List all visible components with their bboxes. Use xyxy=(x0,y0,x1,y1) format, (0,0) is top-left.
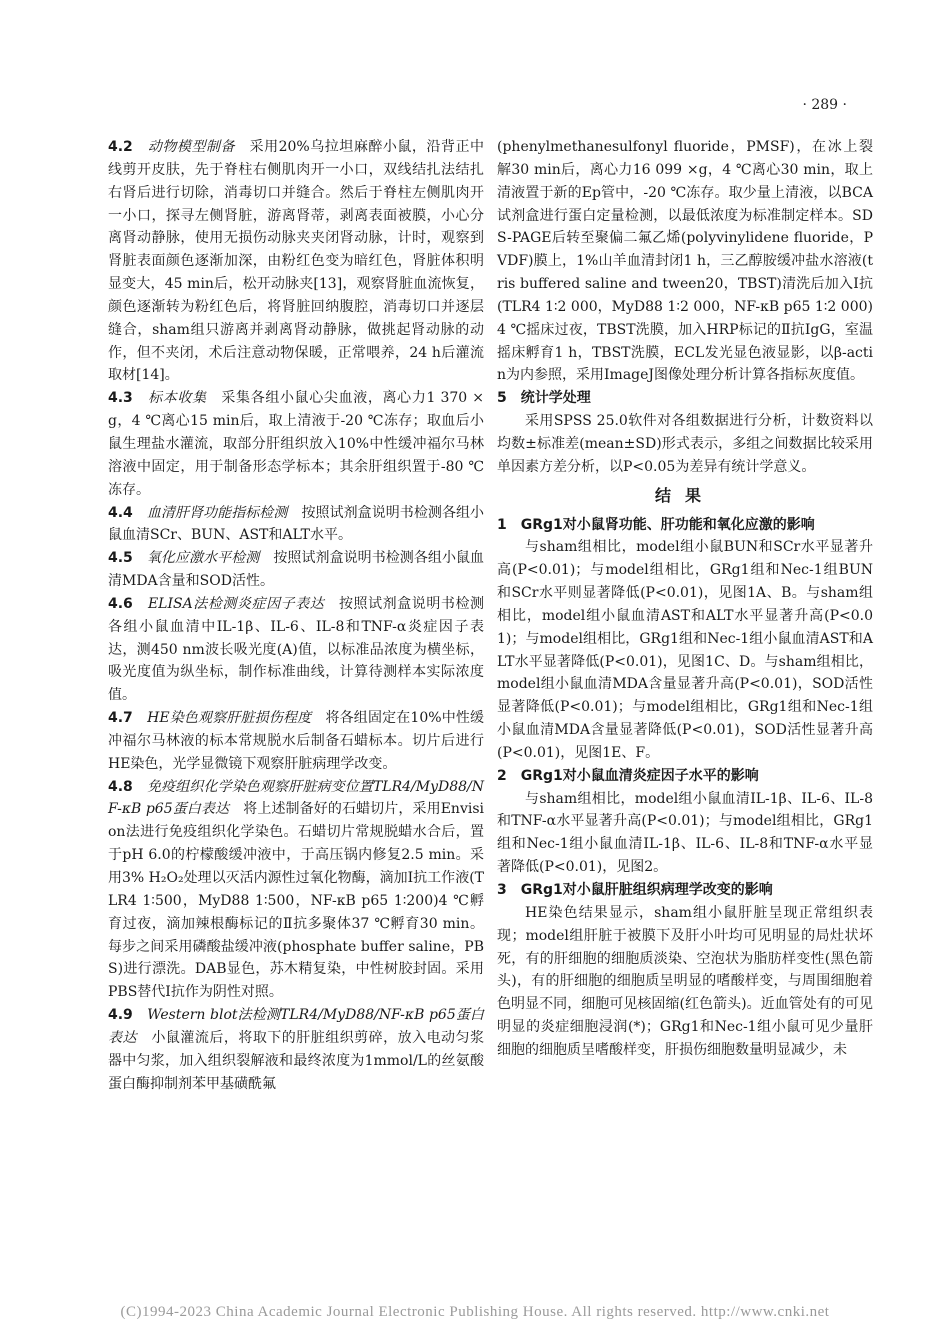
section-heading-statistics: 5 统计学处理 xyxy=(497,390,591,407)
paragraph-statistics: 采用SPSS 25.0软件对各组数据进行分析，计数资料以均数±标准差(mean±SD)形式表示，多组之间数据比较采用单因素方差分析，以P<0.05为差异有统计学意义。 xyxy=(497,413,873,475)
left-column xyxy=(108,136,484,1095)
subsection-4-2: 4.2 动物模型制备 采用20%乌拉坦麻醉小鼠，沿背正中线剪开皮肤，先于脊柱右侧肌肉开一小口，双线结扎法结扎右肾后进行切除，消毒切口并缝合。然后于脊柱左侧肌肉开一小口，探寻左侧肾脏，游离肾蒂，剥离表面被膜，小心分离肾动静脉，使用无损伤动脉夹夹闭肾动脉，计时，观察到肾脏表面颜色逐渐加深，由粉红色变为暗红色，肾脏体积明显变大，45 min后，松开动脉夹[13]，观察肾脏血流恢复，颜色逐渐转为粉红色后，将肾脏回纳腹腔，消毒切口并逐层缝合，sham组只游离并剥离肾动静脉，做挑起肾动脉的动作，但不夹闭，术后注意动物保暖，正常喂养，24 h后灌流取材[14]。 xyxy=(108,139,485,384)
section-heading-results-1: 1 GRg1对小鼠肾功能、肝功能和氧化应激的影响 xyxy=(497,516,815,533)
subsection-4-4: 4.4 血清肝肾功能指标检测 按照试剂盒说明书检测各组小鼠血清SCr、BUN、AST和ALT水平。 xyxy=(108,504,485,544)
paragraph-results-1: 与sham组相比，model组小鼠BUN和SCr水平显著升高(P<0.01)；与model组相比，GRg1组和Nec-1组BUN和SCr水平则显著降低(P<0.01)，见图1A、B。与sham组相比，model组小鼠血清AST和ALT水平显著升高(P<0.01)；与model组相比，GRg1组和Nec-1组小鼠血清AST和ALT水平显著降低(P<0.01)，见图1C、D。与sham组相比，model组小鼠血清MDA含量显著升高(P<0.01)，SOD活性显著降低(P<0.01)；与model组相比，GRg1组和Nec-1组小鼠血清MDA含量显著降低(P<0.01)，SOD活性显著升高(P<0.01)，见图1E、F。 xyxy=(497,539,873,761)
subsection-4-3: 4.3 标本收集 采集各组小鼠心尖血液，离心力1 370 ×g，4 ℃离心15 min后，取上清液于-20 ℃冻存；取血后小鼠生理盐水灌流，取部分肝组织放入10%中性缓冲福尔马林溶液中固定，用于制备形态学标本；其余肝组织置于-80 ℃冻存。 xyxy=(108,390,485,498)
subsection-4-9: 4.9 Western blot法检测TLR4/MyD88/NF-κB p65蛋白表达 小鼠灌流后，将取下的肝脏组织剪碎，放入电动匀浆器中匀浆，加入组织裂解液和最终浓度为1mmol/L的丝氨酸蛋白酶抑制剂苯甲基磺酰氟 xyxy=(108,1007,485,1092)
paragraph-results-3: HE染色结果显示，sham组小鼠肝脏呈现正常组织表现；model组肝脏于被膜下及肝小叶均可见明显的局灶状坏死，有的肝细胞的细胞质淡染、空泡状为脂肪样变性(黑色箭头)，有的肝细胞的细胞质呈明显的嗜酸样变，与周围细胞着色明显不同，细胞可见核固缩(红色箭头)。近血管处有的可见明显的炎症细胞浸润(*)；GRg1和Nec-1组小鼠可见少量肝细胞的细胞质呈嗜酸样变，肝损伤细胞数量明显减少，未 xyxy=(497,904,873,1058)
section-heading-results-2: 2 GRg1对小鼠血清炎症因子水平的影响 xyxy=(497,767,759,784)
paragraph-pmsf: (phenylmethanesulfonyl fluoride，PMSF)，在冰上裂解30 min后，离心力16 099 ×g，4 ℃离心30 min，取上清液置于新的Ep管中，-20 ℃冻存。取少量上清液，以BCA试剂盒进行蛋白定量检测，以最低浓度为标准制定样本。SDS-PAGE后转至聚偏二氟乙烯(polyvinylidene fluoride，PVDF)膜上，1%山羊血清封闭1 h，三乙醇胺缓冲盐水溶液(tris buffered saline and tween20，TBST)清洗后加入Ⅰ抗(TLR4 1∶2 000，MyD88 1∶2 000，NF-κB p65 1∶2 000)4 ℃摇床过夜，TBST洗膜，加入HRP标记的Ⅱ抗IgG，室温摇床孵育1 h，TBST洗膜，ECL发光显色液显影，以β-actin为内参照，采用ImageJ图像处理分析计算各指标灰度值。 xyxy=(497,139,873,384)
page-number: · 289 · xyxy=(802,97,847,113)
subsection-4-7: 4.7 HE染色观察肝脏损伤程度 将各组固定在10%中性缓冲福尔马林液的标本常规脱水后制备石蜡标本。切片后进行HE染色，光学显微镜下观察肝脏病理学改变。 xyxy=(108,710,485,772)
paragraph-results-2: 与sham组相比，model组小鼠血清IL-1β、IL-6、IL-8和TNF-α水平显著升高(P<0.01)；与model组相比，GRg1组和Nec-1组小鼠血清IL-1β、IL-6、IL-8和TNF-α水平显著降低(P<0.01)，见图2。 xyxy=(497,790,873,876)
subsection-4-5: 4.5 氧化应激水平检测 按照试剂盒说明书检测各组小鼠血清MDA含量和SOD活性。 xyxy=(108,550,485,590)
copyright-footer: (C)1994-2023 China Academic Journal Electronic Publishing House. All rights reserved. http://www.cnki.net xyxy=(120,1304,830,1320)
right-column xyxy=(497,136,873,1062)
subsection-4-6: 4.6 ELISA法检测炎症因子表达 按照试剂盒说明书检测各组小鼠血清中IL-1β、IL-6、IL-8和TNF-α炎症因子表达，测450 nm波长吸光度(A)值，以标准品浓度为横坐标，吸光度值为纵坐标，制作标准曲线，计算待测样本实际浓度值。 xyxy=(108,595,485,704)
subsection-4-8: 4.8 免疫组织化学染色观察肝脏病变位置TLR4/MyD88/NF-κB p65蛋白表达 将上述制备好的石蜡切片，采用Envision法进行免疫组织化学染色。石蜡切片常规脱蜡水合后，置于pH 6.0的柠檬酸缓冲液中，于高压锅内修复2.5 min。采用3% H₂O₂处理以灭活内源性过氧化物酶，滴加Ⅰ抗工作液(TLR4 1∶500，MyD88 1∶500，NF-κB p65 1∶200)4 ℃孵育过夜，滴加辣根酶标记的Ⅱ抗多聚体37 ℃孵育30 min。每步之间采用磷酸盐缓冲液(phosphate buffer saline，PBS)进行漂洗。DAB显色，苏木精复染，中性树胶封固。采用PBS替代Ⅰ抗作为阴性对照。 xyxy=(108,778,485,1001)
results-heading: 结果 xyxy=(654,485,715,505)
section-heading-results-3: 3 GRg1对小鼠肝脏组织病理学改变的影响 xyxy=(497,882,773,898)
